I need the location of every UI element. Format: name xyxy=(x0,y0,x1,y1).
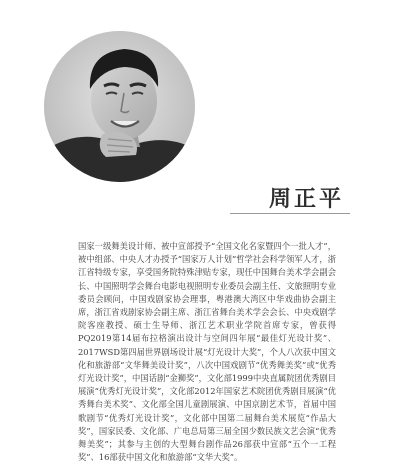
name-underline xyxy=(230,213,350,214)
biography-text: 国家一级舞美设计师、被中宣部授予“全国文化名家暨四个一批人才”，被中组部、中央人才办授予“国家万人计划”哲学社会科学领军人才，浙江省特级专家，享受国务院特殊津贴专家，现任中国舞台美术学会副会长、中国照明学会舞台电影电视照明专业委员会副主任、文旅照明专业委员会顾问，中国戏剧家协会理事，粤港澳大湾区中华戏曲协会副主席，浙江省戏剧家协会副主席、浙江省舞台美术学会会长、中央戏剧学院客座教授、硕士生导师、浙江艺术职业学院首席专家，曾获得PQ2019第14届布拉格演出设计与空间四年展“最佳灯光设计奖”、2017WSD第四届世界剧场设计展“灯光设计大奖”，个人八次获中国文化和旅游部“文华舞美设计奖”，八次中国戏剧节“优秀舞美奖”或“优秀灯光设计奖”，中国话剧“金狮奖”，文化部1999中央直属院团优秀剧目展演“优秀灯光设计奖”，文化部2012年国家艺术院团优秀剧目展演“优秀舞台美术奖”、文化部全国儿童剧展演、中国京剧艺术节，首届中国歌剧节“优秀灯光设计奖”，文化部中国第二届舞台美术展览“作品大奖”，国家民委、文化部、广电总局第三届全国少数民族文艺会演“优秀舞美奖”；其参与主创的大型舞台剧作品26部获中宣部“五个一工程奖”、16部获中国文化和旅游部“文华大奖”。 xyxy=(78,241,336,463)
portrait-photo xyxy=(44,31,195,182)
person-name: 周正平 xyxy=(268,186,344,212)
name-header xyxy=(0,178,400,218)
